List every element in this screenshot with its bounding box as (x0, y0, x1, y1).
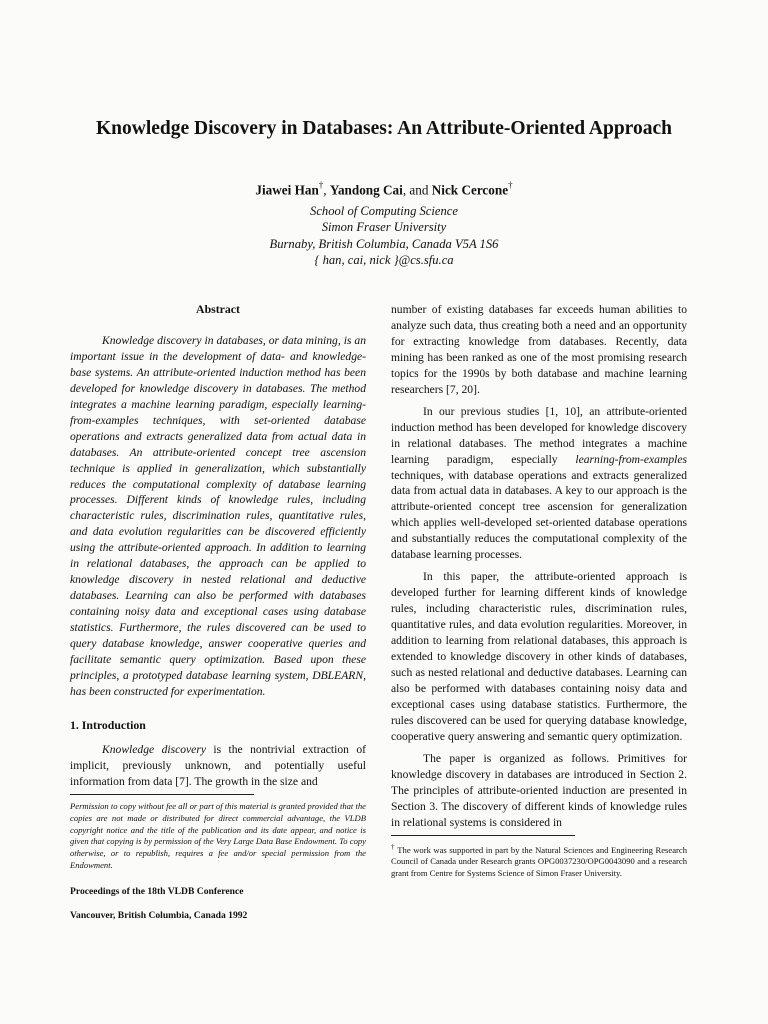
author-and: and (409, 182, 429, 198)
copyright-permission: Permission to copy without fee all or part of this material is granted provided that the copies are not made or distributed for direct commercial advantage, the VLDB copyright notice and the title of the publication and its date appear, and notice is given that copying is by permission of the Very Large Data Base Endowment. To copy otherwise, or to republish, requires a fee and/or special permission from the Endowment. (70, 800, 366, 871)
body-paragraph: In this paper, the attribute-oriented approach is developed further for learning different kinds of knowledge rules, including characteristic rules, discrimination rules, quantitative rules, and data evolution regularities. Moreover, in addition to learning from relational databases, this approach is extended to knowledge discovery in other kinds of databases, such as nested relational and deductive databases. Learning can also be performed with databases containing noisy data and exceptional cases using database statistics. Furthermore, the rules discovered can be used for querying database knowledge, cooperative query answering and semantic query optimization. (391, 570, 687, 743)
author-sep: , (323, 182, 327, 198)
author-2: Yandong Cai (329, 182, 403, 198)
author-emails: { han, cai, nick }@cs.sfu.ca (314, 253, 454, 268)
intro-italic-term: Knowledge discovery (102, 742, 206, 756)
abstract-body: Knowledge discovery in databases, or data mining, is an important issue in the development of data- and knowledge-base systems. An attribute-oriented induction method has been developed for knowledge discovery in databases. The method integrates a machine learning paradigm, especially learning-from-examples techniques, with set-oriented database operations and extracts generalized data from actual data in databases. An attribute-oriented concept tree ascension technique is applied in generalization, which substantially reduces the computational complexity of database learning processes. Different kinds of knowledge rules, including characteristic rules, discrimination rules, quantitative rules, and data evolution regularities can be discovered efficiently using the attribute-oriented approach. In addition to learning in relational databases, the approach can be applied to knowledge discovery in nested relational and deductive databases. Learning can also be performed with databases containing noisy data and exceptional cases using database statistics. Furthermore, the rules discovered can be used to query database knowledge, answer cooperative queries and facilitate semantic query optimization. Based upon these principles, a prototyped database learning system, DBLEARN, has been constructed for experimentation. (70, 333, 366, 698)
body-paragraph: The paper is organized as follows. Primitives for knowledge discovery in databases are introduced in Section 2. The principles of attribute-oriented induction are presented in Section 3. The discovery of different kinds of knowledge rules in relational systems is considered in (391, 751, 687, 829)
author-line (40, 178, 728, 198)
dagger-mark-1: † (318, 180, 324, 190)
right-column (391, 302, 687, 880)
author-1: Jiawei Han (255, 182, 319, 198)
conference-location: Vancouver, British Columbia, Canada 1992 (70, 910, 248, 922)
body-text: In our previous studies [1, 10], an attribute-oriented induction method has been developed for knowledge discovery in relational databases. The method integrates a machine learning paradigm, especially (391, 404, 687, 466)
intro-paragraph (70, 742, 366, 790)
author-sep: , (402, 182, 407, 198)
affiliation-line: School of Computing Science (310, 204, 458, 218)
body-paragraph (391, 404, 687, 564)
author-3: Nick Cercone (431, 182, 509, 198)
footnote-text: The work was supported in part by the Natural Sciences and Engineering Research Council of Canada under Research grants OPG0037230/OPG0043090 and a research grant from Centre for Systems Science of Simon Fraser University. (391, 844, 687, 879)
body-paragraph: number of existing databases far exceeds human abilities to analyze such data, thus creating both a need and an opportunity for extracting knowledge from databases. Recently, data mining has been ranked as one of the most promising research topics for the 1990s by both database and machine learning researchers [7, 20]. (391, 303, 687, 396)
section-heading-introduction: 1. Introduction (70, 717, 146, 732)
affiliation-line: Simon Fraser University (321, 220, 447, 235)
left-column (70, 302, 366, 922)
proceedings-line: Proceedings of the 18th VLDB Conference (70, 886, 244, 898)
affiliation-line: Burnaby, British Columbia, Canada V5A 1S6 (269, 236, 499, 251)
footnote-rule (391, 835, 575, 836)
body-italic-term: learning-from-examples (575, 452, 687, 466)
footnote-rule (70, 794, 254, 795)
dagger-mark-2: † (508, 180, 513, 190)
footnote-dagger: † (391, 842, 395, 851)
funding-footnote (391, 842, 687, 881)
body-text: techniques, with database operations and extracts generalized data from actual data in databases. A key to our approach is the attribute-oriented concept tree ascension for generalization which applies well-developed set-oriented database operations and substantially reduces the computational complexity of the database learning processes. (391, 468, 687, 562)
affiliation (40, 203, 728, 269)
intro-text: is the nontrivial extraction of implicit, previously unknown, and potentially useful information from data [7]. The growth in the size and (70, 742, 366, 788)
abstract-heading: Abstract (196, 302, 240, 316)
paper-title: Knowledge Discovery in Databases: An Attribute-Oriented Approach (96, 118, 672, 139)
